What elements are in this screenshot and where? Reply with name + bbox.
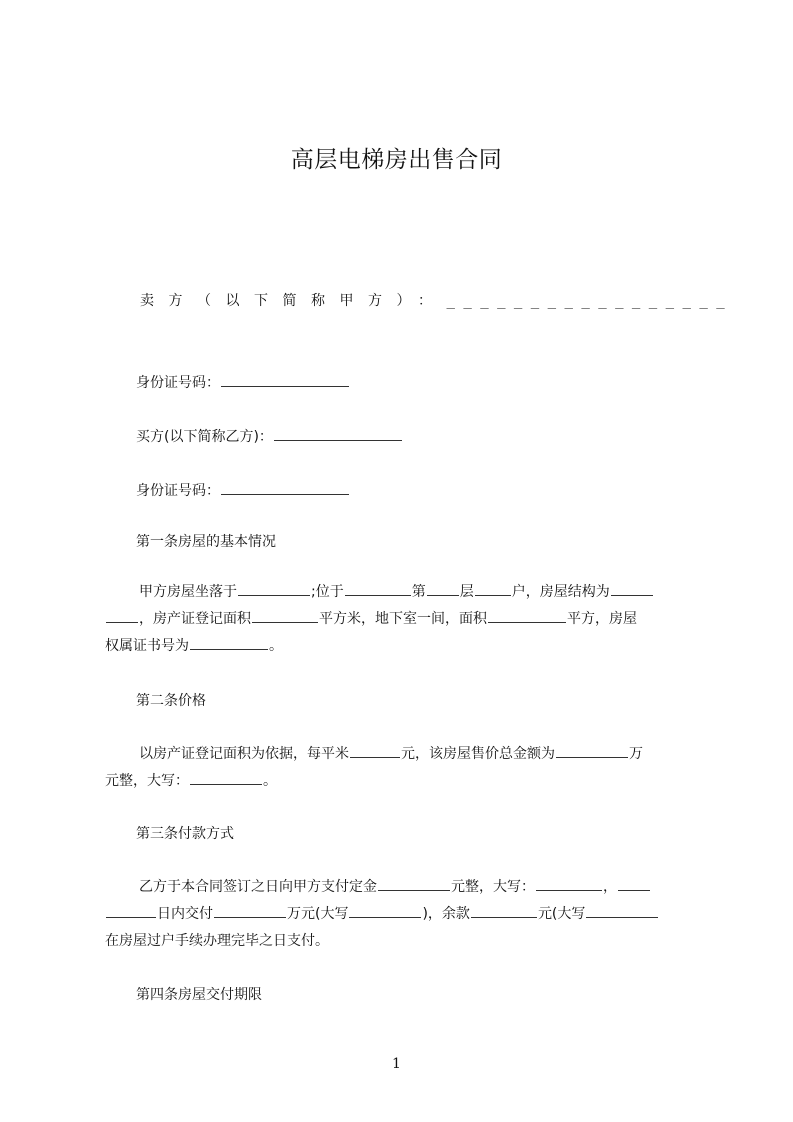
unit-price-blank[interactable]: [350, 742, 400, 758]
buyer-id-blank[interactable]: [221, 479, 349, 495]
article1-line1: [105, 579, 705, 606]
article1-text: 户，房屋结构为: [511, 584, 610, 600]
article3-text: 元整，大写：: [451, 879, 535, 895]
balance-blank[interactable]: [471, 902, 537, 918]
page-number: 1: [392, 1056, 401, 1072]
buyer-line: [136, 425, 403, 447]
article2-line1: [105, 741, 705, 768]
article2-text: 。: [263, 773, 277, 789]
payment-amount-blank[interactable]: [214, 902, 286, 918]
buyer-id-label: 身份证号码：: [136, 483, 220, 499]
article3-line1: [105, 874, 705, 901]
seller-id-blank[interactable]: [221, 371, 349, 387]
article2-text: 万: [629, 746, 643, 762]
seller-label: 卖方（以下简称甲方）：: [140, 293, 447, 309]
article1-text: ;位于: [311, 584, 344, 600]
article1-text: 层: [459, 584, 474, 600]
article2-text: 元，该房屋售价总金额为: [401, 746, 555, 762]
basement-area-blank[interactable]: [488, 607, 566, 623]
article1-line3: [105, 633, 705, 660]
deposit-words-blank[interactable]: [536, 875, 602, 891]
article2-line2: [105, 768, 705, 795]
article1-text: 第: [411, 584, 426, 600]
article3-text: ，: [603, 879, 617, 895]
article1-text: 平方米，地下室一间，面积: [319, 611, 487, 627]
floor-blank[interactable]: [427, 580, 459, 596]
buyer-label: 买方(以下简称乙方)：: [136, 429, 273, 445]
article1-paragraph: [105, 579, 705, 660]
seller-line: [140, 290, 725, 310]
deposit-blank[interactable]: [378, 875, 450, 891]
article3-line3: [105, 928, 705, 955]
article1-text: 。: [269, 638, 283, 654]
total-price-words-blank[interactable]: [190, 769, 262, 785]
balance-words-blank[interactable]: [586, 902, 658, 918]
article2-text: 元整，大写：: [105, 773, 189, 789]
article1-heading: 第一条房屋的基本情况: [136, 534, 276, 550]
article3-text: 万元(大写: [287, 906, 349, 922]
article2-text: 以房产证登记面积为依据，每平米: [139, 746, 349, 762]
article2-heading: 第二条价格: [136, 693, 206, 709]
location-blank[interactable]: [238, 580, 310, 596]
article3-line2: [105, 901, 705, 928]
article1-text: 平方，房屋: [567, 611, 637, 627]
payment-words-blank[interactable]: [349, 902, 421, 918]
structure-blank[interactable]: [611, 580, 653, 596]
buyer-blank[interactable]: [274, 425, 402, 441]
article1-text: ，房产证登记面积: [139, 611, 251, 627]
article1-line2: [105, 606, 705, 633]
article3-paragraph: [105, 874, 705, 955]
article3-heading: 第三条付款方式: [136, 826, 234, 842]
days-blank[interactable]: [618, 875, 650, 891]
buyer-id-line: [136, 479, 350, 501]
seller-blank[interactable]: _ _ _ _ _ _ _ _ _ _ _ _ _ _ _ _ _: [446, 293, 725, 309]
structure-blank-cont[interactable]: [106, 607, 138, 623]
building-blank[interactable]: [345, 580, 411, 596]
article1-text: 权属证书号为: [105, 638, 189, 654]
certificate-blank[interactable]: [190, 634, 268, 650]
article3-text: 日内交付: [157, 906, 213, 922]
article3-text: 在房屋过户手续办理完毕之日支付。: [105, 933, 329, 949]
days-blank-cont[interactable]: [106, 902, 156, 918]
article1-text: 甲方房屋坐落于: [139, 584, 237, 600]
article3-text: )，余款: [422, 906, 470, 922]
total-price-blank[interactable]: [556, 742, 628, 758]
seller-id-label: 身份证号码：: [136, 375, 220, 391]
seller-id-line: [136, 371, 350, 393]
article3-text: 元(大写: [537, 906, 586, 922]
area-blank[interactable]: [252, 607, 318, 623]
unit-blank[interactable]: [475, 580, 511, 596]
article3-text: 乙方于本合同签订之日向甲方支付定金: [139, 879, 377, 895]
document-title: 高层电梯房出售合同: [290, 147, 503, 173]
article4-heading: 第四条房屋交付期限: [136, 987, 262, 1003]
article2-paragraph: [105, 741, 705, 795]
